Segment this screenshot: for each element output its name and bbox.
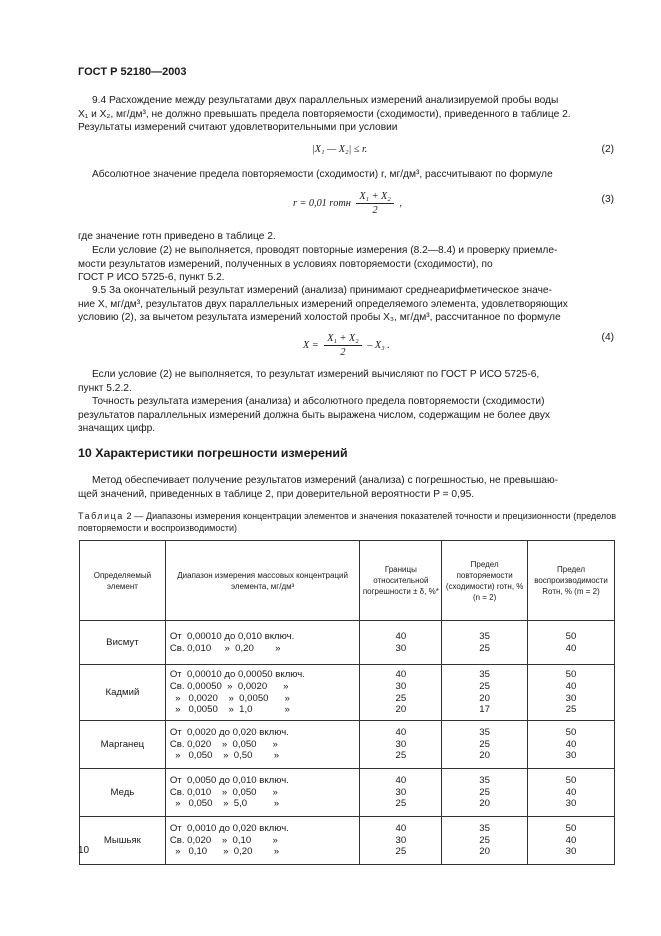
reproducibility-value: 50 bbox=[565, 630, 577, 642]
formula-3 bbox=[293, 190, 402, 217]
element-cell: Марганец bbox=[80, 721, 166, 769]
paragraph-9-4 bbox=[78, 94, 616, 135]
section-10-title: 10 Характеристики погрешности измерений bbox=[78, 446, 348, 460]
repeatability-value: 35 bbox=[479, 727, 490, 739]
element-cell: Медь bbox=[80, 769, 166, 817]
table-header-cell: Границы относительной погрешности ± δ, %* bbox=[360, 541, 442, 621]
table-2-caption bbox=[78, 510, 616, 534]
table-row bbox=[80, 769, 615, 817]
page-number: 10 bbox=[78, 845, 90, 856]
range-line: От 0,0020 до 0,020 включ. bbox=[169, 727, 289, 739]
repeatability-value: 20 bbox=[479, 750, 490, 762]
paragraph-if-not bbox=[78, 368, 616, 395]
repeatability-cell bbox=[442, 721, 528, 769]
reproducibility-value: 25 bbox=[565, 704, 577, 716]
repeatability-value: 25 bbox=[479, 738, 490, 750]
reproducibility-value: 30 bbox=[565, 750, 577, 762]
table-row bbox=[80, 621, 615, 665]
repeatability-cell bbox=[442, 621, 528, 665]
delta-cell bbox=[360, 817, 442, 865]
reproducibility-cell bbox=[528, 721, 615, 769]
formula-2-number: (2) bbox=[601, 144, 614, 155]
range-line: » 0,0050 » 1,0 » bbox=[169, 704, 290, 716]
range-line: » 0,050 » 0,50 » bbox=[169, 750, 280, 762]
delta-value: 40 bbox=[395, 669, 407, 681]
reproducibility-cell bbox=[528, 621, 615, 665]
text-line: Метод обеспечивает получение результатов измерений (анализа) с погрешностью, не превышаю- bbox=[92, 475, 559, 486]
repeatability-value: 17 bbox=[479, 704, 490, 716]
text-line: ние X, мг/дм³, результатов двух параллельных измерений определяемого элемента, удовлетворяющих bbox=[78, 298, 568, 310]
text-line: пункт 5.2.2. bbox=[78, 382, 132, 394]
reproducibility-value: 40 bbox=[565, 834, 577, 846]
repeatability-value: 35 bbox=[479, 775, 490, 787]
repeatability-value: 35 bbox=[479, 669, 490, 681]
text-line: Если условие (2) не выполняется, то результат измерений вычисляют по ГОСТ Р ИСО 5725-6, bbox=[92, 369, 540, 380]
text-line: Точность результата измерения (анализа) и абсолютного предела повторяемости (сходимости) bbox=[92, 396, 545, 407]
delta-cell bbox=[360, 665, 442, 721]
formula-4-denominator: 2 bbox=[340, 347, 346, 358]
range-cell bbox=[165, 769, 360, 817]
reproducibility-cell bbox=[528, 769, 615, 817]
reproducibility-value: 40 bbox=[565, 738, 577, 750]
formula-3-fraction bbox=[356, 190, 394, 217]
range-cell bbox=[165, 721, 360, 769]
formula-4-numerator: X₁ + X₂ bbox=[324, 332, 362, 346]
delta-value: 40 bbox=[395, 823, 407, 835]
table-row bbox=[80, 665, 615, 721]
reproducibility-value: 50 bbox=[565, 727, 577, 739]
range-line: Св. 0,020 » 0,10 » bbox=[169, 834, 278, 846]
repeatability-value: 20 bbox=[479, 846, 490, 858]
table-header-cell: Предел воспроизводимости Rотн, % (m = 2) bbox=[528, 541, 615, 621]
table-caption-label: Таблица bbox=[78, 511, 124, 521]
range-line: От 0,00010 до 0,00050 включ. bbox=[169, 669, 305, 681]
delta-value: 20 bbox=[395, 704, 407, 716]
formula-3-left: r = 0,01 rотн bbox=[293, 197, 351, 209]
formula-3-tail: , bbox=[399, 197, 402, 209]
text-line: значащих цифр. bbox=[78, 423, 156, 435]
range-line: Св. 0,010 » 0,20 » bbox=[169, 642, 281, 654]
formula-3-numerator: X₁ + X₂ bbox=[356, 190, 394, 204]
repeatability-value: 25 bbox=[479, 786, 490, 798]
range-cell bbox=[165, 817, 360, 865]
range-line: Св. 0,00050 » 0,0020 » bbox=[169, 680, 289, 692]
formula-4-number: (4) bbox=[601, 332, 614, 343]
element-cell: Висмут bbox=[80, 621, 166, 665]
table-header-cell: Диапазон измерения массовых концентраций элемента, мг/дм³ bbox=[165, 541, 360, 621]
formula-4 bbox=[303, 332, 390, 359]
text-line: условию (2), за вычетом результата измерений холостой пробы X₃, мг/дм³, рассчитанное по формуле bbox=[78, 312, 561, 324]
document-header: ГОСТ Р 52180—2003 bbox=[78, 66, 187, 78]
text-line: 9.4 Расхождение между результатами двух параллельных измерений анализируемой пробы воды bbox=[92, 95, 559, 106]
reproducibility-value: 50 bbox=[565, 669, 577, 681]
paragraph-where: где значение rотн приведено в таблице 2. bbox=[78, 231, 276, 242]
paragraph-accuracy bbox=[78, 395, 616, 436]
reproducibility-value: 30 bbox=[565, 692, 577, 704]
paragraph-absolute-limit: Абсолютное значение предела повторяемости (сходимости) r, мг/дм³, рассчитывают по формуле bbox=[92, 169, 553, 180]
repeatability-value: 35 bbox=[479, 823, 490, 835]
delta-value: 40 bbox=[395, 727, 407, 739]
repeatability-cell bbox=[442, 769, 528, 817]
table-caption-text: 2 — Диапазоны измерения концентрации элементов и значения показателей точности и прецизионности (пределов повторяемости и воспроизводимости) bbox=[78, 511, 616, 533]
delta-value: 40 bbox=[395, 630, 407, 642]
range-line: » 0,10 » 0,20 » bbox=[169, 846, 280, 858]
repeatability-value: 25 bbox=[479, 680, 490, 692]
element-cell: Мышьяк bbox=[80, 817, 166, 865]
reproducibility-value: 30 bbox=[565, 798, 577, 810]
table-body bbox=[80, 621, 615, 865]
delta-value: 25 bbox=[395, 750, 407, 762]
delta-value: 25 bbox=[395, 798, 407, 810]
reproducibility-value: 40 bbox=[565, 786, 577, 798]
text-line: ГОСТ Р ИСО 5725-6, пункт 5.2. bbox=[78, 272, 225, 284]
text-line: Если условие (2) не выполняется, проводят повторные измерения (8.2—8.4) и проверку приемле- bbox=[92, 245, 558, 256]
range-line: Св. 0,020 » 0,050 » bbox=[169, 738, 278, 750]
range-line: Св. 0,010 » 0,050 » bbox=[169, 786, 278, 798]
formula-3-denominator: 2 bbox=[372, 205, 378, 216]
delta-cell bbox=[360, 621, 442, 665]
table-header-cell: Определяемый элемент bbox=[80, 541, 166, 621]
formula-2: |X₁ — X₂| ≤ r. bbox=[312, 144, 368, 155]
range-line: От 0,00010 до 0,010 включ. bbox=[169, 630, 295, 642]
repeatability-value: 25 bbox=[479, 642, 490, 654]
range-line: От 0,0010 до 0,020 включ. bbox=[169, 823, 289, 835]
repeatability-value: 20 bbox=[479, 692, 490, 704]
repeatability-cell bbox=[442, 817, 528, 865]
delta-value: 25 bbox=[395, 846, 407, 858]
text-line: Результаты измерений считают удовлетворительными при условии bbox=[78, 122, 398, 134]
table-2 bbox=[79, 540, 615, 865]
range-cell bbox=[165, 665, 360, 721]
range-line: » 0,0020 » 0,0050 » bbox=[169, 692, 290, 704]
delta-value: 25 bbox=[395, 692, 407, 704]
reproducibility-value: 40 bbox=[565, 642, 577, 654]
table-header-cell: Предел повторяемости (сходимости) rотн, % (n = 2) bbox=[442, 541, 528, 621]
range-cell bbox=[165, 621, 360, 665]
repeatability-value: 35 bbox=[479, 630, 490, 642]
reproducibility-cell bbox=[528, 817, 615, 865]
range-line: От 0,0050 до 0,010 включ. bbox=[169, 775, 289, 787]
delta-cell bbox=[360, 769, 442, 817]
delta-value: 30 bbox=[395, 834, 407, 846]
reproducibility-value: 30 bbox=[565, 846, 577, 858]
reproducibility-value: 40 bbox=[565, 680, 577, 692]
formula-3-number: (3) bbox=[601, 194, 614, 205]
element-cell: Кадмий bbox=[80, 665, 166, 721]
table-header-row bbox=[80, 541, 615, 621]
reproducibility-value: 50 bbox=[565, 775, 577, 787]
reproducibility-cell bbox=[528, 665, 615, 721]
table-row bbox=[80, 817, 615, 865]
paragraph-section-10 bbox=[78, 474, 616, 501]
formula-4-left: X = bbox=[303, 339, 319, 351]
delta-cell bbox=[360, 721, 442, 769]
text-line: результатов параллельных измерений должна быть выражена числом, содержащим не более двух bbox=[78, 409, 551, 421]
delta-value: 40 bbox=[395, 775, 407, 787]
paragraph-if-condition bbox=[78, 244, 616, 285]
text-line: X₁ и X₂, мг/дм³, не должно превышать предела повторяемости (сходимости), приведенного в таблице 2. bbox=[78, 108, 571, 120]
paragraph-9-5 bbox=[78, 284, 616, 325]
reproducibility-value: 50 bbox=[565, 823, 577, 835]
repeatability-value: 20 bbox=[479, 798, 490, 810]
delta-value: 30 bbox=[395, 738, 407, 750]
delta-value: 30 bbox=[395, 786, 407, 798]
delta-value: 30 bbox=[395, 680, 407, 692]
text-line: щей значений, приведенных в таблице 2, при доверительной вероятности P = 0,95. bbox=[78, 488, 475, 500]
formula-4-fraction bbox=[324, 332, 362, 359]
range-line: » 0,050 » 5,0 » bbox=[169, 798, 280, 810]
repeatability-cell bbox=[442, 665, 528, 721]
delta-value: 30 bbox=[395, 642, 407, 654]
text-line: мости результатов измерений, полученных в условиях повторяемости (сходимости), по bbox=[78, 258, 493, 270]
repeatability-value: 25 bbox=[479, 834, 490, 846]
formula-4-tail: – X₃ . bbox=[367, 339, 390, 351]
text-line: 9.5 За окончательный результат измерений (анализа) принимают среднеарифметическое значе- bbox=[92, 285, 552, 296]
table-row bbox=[80, 721, 615, 769]
